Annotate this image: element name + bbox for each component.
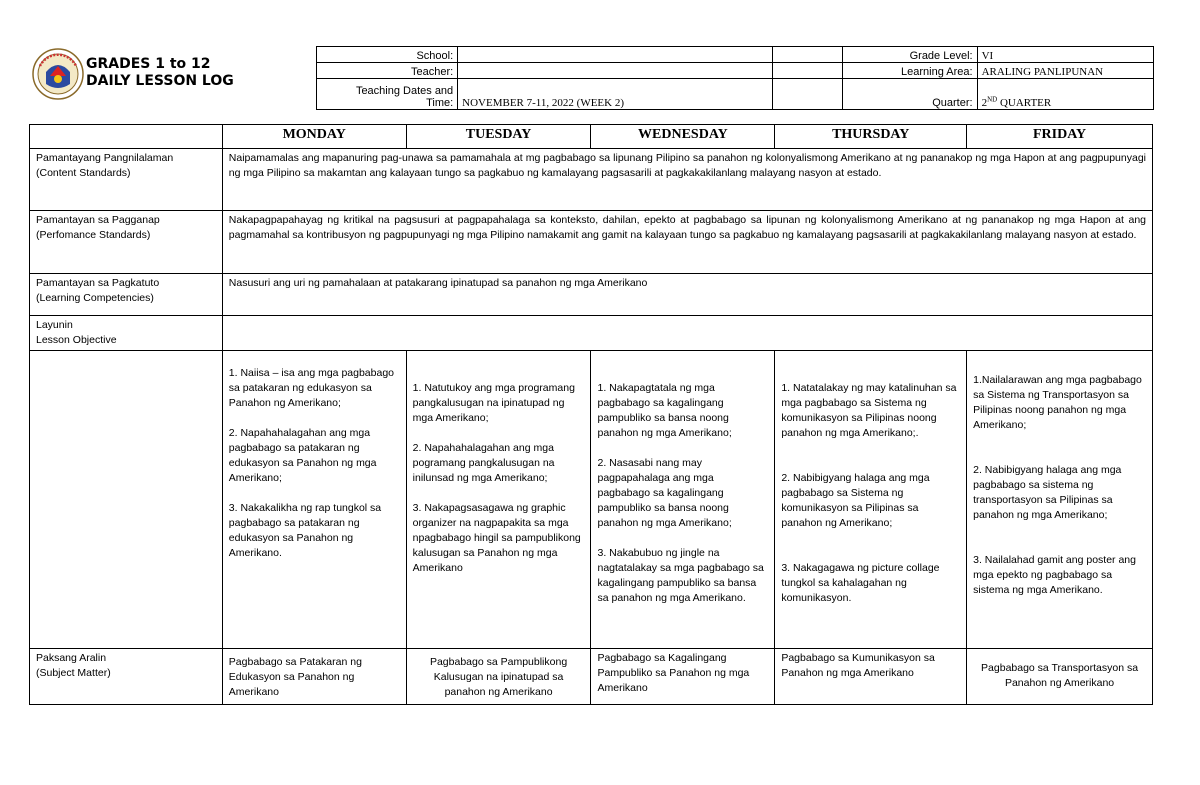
objective-item: 2. Napahahalagahan ang mga pagbabago sa patakaran ng edukasyon sa Panahon ng mga Amerikano; bbox=[228, 427, 377, 484]
subject-matter-wednesday: Pagbabago sa Kagalingang Pampubliko sa Panahon ng mga Amerikano bbox=[591, 649, 775, 705]
objective-item: 3. Nakagagawa ng picture collage tungkol sa kahalagahan ng komunikasyon. bbox=[781, 562, 940, 604]
subject-matter-monday: Pagbabago sa Patakaran ng Edukasyon sa Panahon ng Amerikano bbox=[222, 649, 406, 705]
day-header-row bbox=[30, 125, 1153, 149]
subject-matter-row bbox=[30, 649, 1153, 705]
objectives-friday bbox=[967, 351, 1153, 649]
learning-area-label: Learning Area: bbox=[843, 63, 977, 79]
grade-level-value: VI bbox=[977, 47, 1153, 63]
header bbox=[28, 44, 1154, 112]
teacher-label: Teacher: bbox=[317, 63, 458, 79]
subject-matter-friday: Pagbabago sa Transportasyon sa Panahon ng Amerikano bbox=[967, 649, 1153, 705]
objective-item: 3. Nakapagsasagawa ng graphic organizer na nagpapakita sa mga npagbabago hingil sa pampublikong kalusugan sa Panahon ng mga Amerikano bbox=[412, 502, 581, 574]
title-line-1: GRADES 1 to 12 bbox=[86, 56, 211, 72]
objective-label-row bbox=[30, 316, 1153, 351]
day-header-tuesday: TUESDAY bbox=[406, 125, 591, 149]
day-header-thursday: THURSDAY bbox=[775, 125, 967, 149]
objectives-thursday bbox=[775, 351, 967, 649]
school-label: School: bbox=[317, 47, 458, 63]
quarter-label: Quarter: bbox=[843, 79, 977, 110]
lesson-log-table bbox=[29, 124, 1153, 705]
objective-item: 3. Nakakalikha ng rap tungkol sa pagbabago sa patakaran ng edukasyon sa Panahon ng Amerikano. bbox=[228, 502, 382, 559]
performance-standards-row bbox=[30, 211, 1153, 274]
objective-item: 2. Nasasabi nang may pagpapahalaga ang mga pagbabago sa kagalingang pampubliko sa bansa noong panahon ng mga Amerikano; bbox=[597, 457, 732, 529]
learning-area-value: ARALING PANLIPUNAN bbox=[977, 63, 1153, 79]
row-label: Pamantayang Pangnilalaman (Content Standards) bbox=[30, 149, 223, 211]
day-header-monday: MONDAY bbox=[222, 125, 406, 149]
objective-item: 2. Napahahalagahan ang mga pogramang pangkalusugan na inilunsad ng mga Amerikano; bbox=[412, 442, 555, 484]
row-label: Pamantayan sa Pagkatuto (Learning Competencies) bbox=[30, 274, 223, 316]
row-label: Pamantayan sa Pagganap (Perfomance Standards) bbox=[30, 211, 223, 274]
objective-item: 1. Nakapagtatala ng mga pagbabago sa kagalingang pampubliko sa bansa noong panahon ng mga Amerikano; bbox=[597, 382, 732, 439]
grade-level-label: Grade Level: bbox=[843, 47, 977, 63]
dates-value: NOVEMBER 7-11, 2022 (WEEK 2) bbox=[458, 79, 773, 110]
objective-item: 3. Nailalahad gamit ang poster ang mga epekto ng pagbabago sa sistema ng mga Amerikano. bbox=[973, 554, 1136, 596]
objective-item: 2. Nabibigyang halaga ang mga pagbabago sa Sistema ng komunikasyon sa Pilipinas sa panahon ng Amerikano; bbox=[781, 472, 930, 529]
row-label: Paksang Aralin (Subject Matter) bbox=[30, 649, 223, 705]
row-label: Layunin Lesson Objective bbox=[30, 316, 223, 351]
title-line-2: DAILY LESSON LOG bbox=[86, 73, 234, 89]
objectives-wednesday bbox=[591, 351, 775, 649]
content-standards-text: Naipamamalas ang mapanuring pag-unawa sa pamamahala at mg pagbabago sa lipunang Pilipino sa panahon ng kolonyalismong Amerikano at ng pananakop ng mga Hapon at ang pagpupunyagi ng mga Pilipino sa makamtan ang kalayaan tungo sa pagkabuo ng kamalayang pagsasarili at pagkakakilanlang malayang nasyon at estado. bbox=[222, 149, 1152, 211]
teacher-value bbox=[458, 63, 773, 79]
subject-matter-tuesday: Pagbabago sa Pampublikong Kalusugan na ipinatupad sa panahon ng Amerikano bbox=[406, 649, 591, 705]
day-header-friday: FRIDAY bbox=[967, 125, 1153, 149]
content-standards-row bbox=[30, 149, 1153, 211]
objective-item: 1. Natatalakay ng may katalinuhan sa mga pagbabago sa Sistema ng komunikasyon sa Pilipinas noong panahon ng mga Amerikano;. bbox=[781, 382, 957, 439]
objective-item: 2. Nabibigyang halaga ang mga pagbabago sa sistema ng transportasyon sa Pilipinas sa panahon ng mga Amerikano; bbox=[973, 464, 1122, 521]
objectives-monday bbox=[222, 351, 406, 649]
dates-label: Teaching Dates and Time: bbox=[317, 79, 458, 110]
objective-item: 1.Nailalarawan ang mga pagbabago sa Sistema ng Transportasyon sa Pilipinas noong panahon ng mga Amerikano; bbox=[973, 374, 1142, 431]
learning-competencies-row bbox=[30, 274, 1153, 316]
info-table bbox=[316, 46, 1154, 110]
learning-competencies-text: Nasusuri ang uri ng pamahalaan at patakarang ipinatupad sa panahon ng mga Amerikano bbox=[222, 274, 1152, 316]
performance-standards-text: Nakapagpapahayag ng kritikal na pagsusuri at pagpapahalaga sa konteksto, dahilan, epekto at pagbabago sa lipunan ng kolonyalismong Amerikano at ng pananakop ng mga Hapon at ang pagmamahal sa kontribusyon ng pagpupunyagi ng mga Pilipino namakamit ang gamit na kalayaan tungo sa pagkabuo ng kamalayang pagsasarili at pagkakakilanlang malayang nasyon at estado. bbox=[222, 211, 1152, 274]
objective-item: 3. Nakabubuo ng jingle na nagtatalakay sa mga pagbabago sa kagalingang pampubliko sa bansa sa panahon ng mga Amerikano. bbox=[597, 547, 764, 604]
objective-item: 1. Naiisa – isa ang mga pagbabago sa patakaran ng edukasyon sa Panahon ng Amerikano; bbox=[228, 367, 394, 409]
document-title bbox=[86, 56, 234, 90]
quarter-value: 2ND QUARTER bbox=[977, 79, 1153, 110]
day-header-wednesday: WEDNESDAY bbox=[591, 125, 775, 149]
objectives-tuesday bbox=[406, 351, 591, 649]
objective-item: 1. Natutukoy ang mga programang pangkalusugan na ipinatupad ng mga Amerikano; bbox=[412, 382, 575, 424]
objectives-row bbox=[30, 351, 1153, 649]
deped-seal-icon bbox=[32, 46, 84, 102]
subject-matter-thursday: Pagbabago sa Kumunikasyon sa Panahon ng mga Amerikano bbox=[775, 649, 967, 705]
school-value bbox=[458, 47, 773, 63]
